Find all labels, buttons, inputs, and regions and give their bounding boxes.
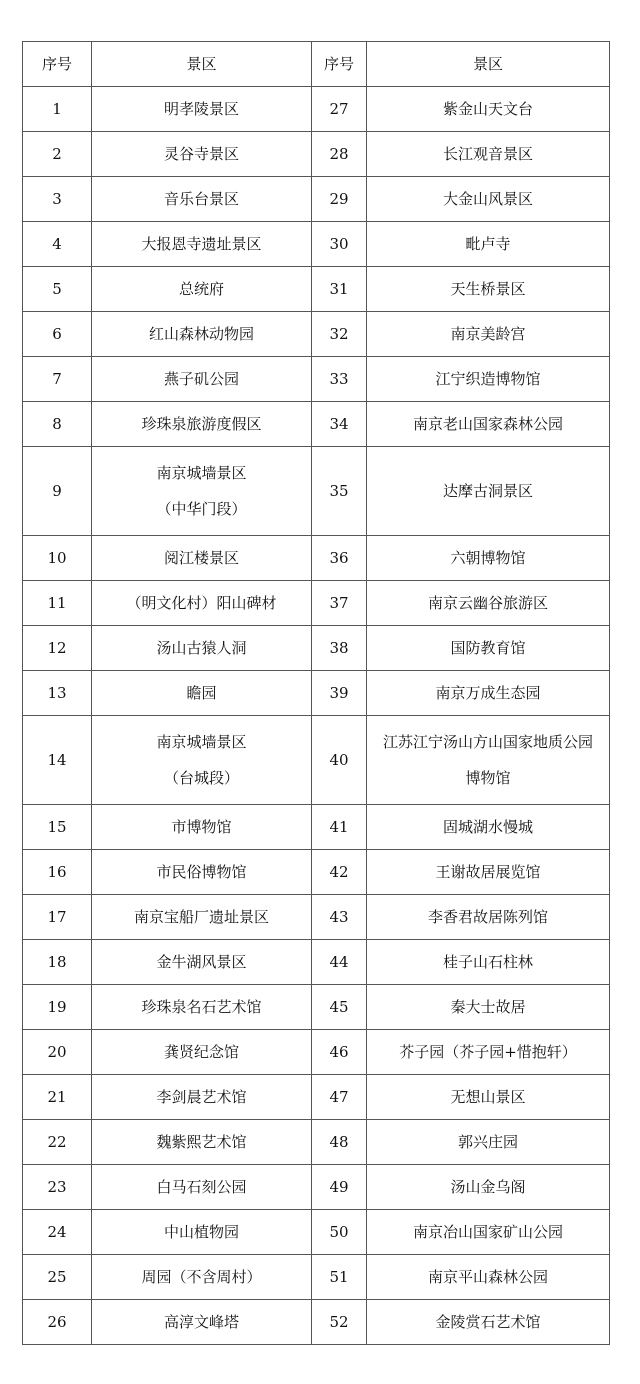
table-row xyxy=(23,1255,610,1300)
table-row xyxy=(23,1030,610,1075)
area-left-cell xyxy=(92,895,312,940)
area-right-cell xyxy=(367,1300,610,1345)
area-right-cell xyxy=(367,626,610,671)
area-right-cell xyxy=(367,87,610,132)
area-left-cell-line: 燕子矶公园 xyxy=(163,370,239,388)
index-right-cell: 27 xyxy=(312,87,367,132)
area-right-cell-line: 无想山景区 xyxy=(450,1088,526,1106)
area-left-cell xyxy=(92,850,312,895)
index-left-cell: 17 xyxy=(23,895,92,940)
index-left-cell: 13 xyxy=(23,671,92,716)
index-left-cell: 12 xyxy=(23,626,92,671)
area-right-cell xyxy=(367,177,610,222)
area-left-cell xyxy=(92,357,312,402)
index-left-cell: 6 xyxy=(23,312,92,357)
area-right-cell-line: 江宁织造博物馆 xyxy=(435,370,541,388)
index-left-cell: 5 xyxy=(23,267,92,312)
area-left-cell-line: 市博物馆 xyxy=(171,818,232,836)
table-row xyxy=(23,1075,610,1120)
table-row xyxy=(23,447,610,536)
index-left-cell: 19 xyxy=(23,985,92,1030)
index-right-cell: 34 xyxy=(312,402,367,447)
header-index-right: 序号 xyxy=(312,42,367,87)
area-left-cell xyxy=(92,1300,312,1345)
index-left-cell: 18 xyxy=(23,940,92,985)
table-row xyxy=(23,222,610,267)
table-row xyxy=(23,536,610,581)
area-right-cell xyxy=(367,985,610,1030)
area-right-cell xyxy=(367,1030,610,1075)
table-row xyxy=(23,716,610,805)
area-left-cell xyxy=(92,805,312,850)
area-left-cell xyxy=(92,940,312,985)
area-right-cell xyxy=(367,312,610,357)
area-right-cell-line: 金陵赏石艺术馆 xyxy=(435,1313,541,1331)
area-right-cell-line: 李香君故居陈列馆 xyxy=(427,908,548,926)
table-row xyxy=(23,1120,610,1165)
area-left-cell-line: 南京宝船厂遗址景区 xyxy=(133,908,269,926)
table-row xyxy=(23,1300,610,1345)
area-left-cell xyxy=(92,1255,312,1300)
index-right-cell: 35 xyxy=(312,447,367,536)
index-left-cell: 2 xyxy=(23,132,92,177)
area-right-cell-line: 南京万成生态园 xyxy=(435,684,541,702)
area-left-cell xyxy=(92,402,312,447)
area-right-cell-line: 紫金山天文台 xyxy=(442,100,533,118)
table-row xyxy=(23,177,610,222)
area-left-cell xyxy=(92,267,312,312)
header-index-left: 序号 xyxy=(23,42,92,87)
area-left-cell xyxy=(92,671,312,716)
index-right-cell: 33 xyxy=(312,357,367,402)
area-right-cell xyxy=(367,536,610,581)
area-right-cell xyxy=(367,357,610,402)
area-left-cell-line: 高淳文峰塔 xyxy=(163,1313,239,1331)
index-right-cell: 49 xyxy=(312,1165,367,1210)
header-area-left: 景区 xyxy=(92,42,312,87)
index-right-cell: 52 xyxy=(312,1300,367,1345)
area-left-cell xyxy=(92,222,312,267)
index-right-cell: 47 xyxy=(312,1075,367,1120)
area-left-cell xyxy=(92,1210,312,1255)
index-left-cell: 25 xyxy=(23,1255,92,1300)
area-left-cell-line: 市民俗博物馆 xyxy=(156,863,247,881)
header-area-right: 景区 xyxy=(367,42,610,87)
area-right-cell-line: 博物馆 xyxy=(465,769,511,787)
area-right-cell-line: 南京美龄宫 xyxy=(450,325,526,343)
area-right-cell-line: 南京冶山国家矿山公园 xyxy=(412,1223,563,1241)
area-left-cell xyxy=(92,716,312,805)
area-right-cell-line: 芥子园（芥子园+惜抱轩） xyxy=(399,1043,577,1061)
table-body xyxy=(23,87,610,1345)
area-left-cell xyxy=(92,447,312,536)
area-left-cell xyxy=(92,1120,312,1165)
index-right-cell: 36 xyxy=(312,536,367,581)
area-right-cell xyxy=(367,581,610,626)
area-left-cell xyxy=(92,985,312,1030)
area-left-cell-line: 魏紫熙艺术馆 xyxy=(156,1133,247,1151)
index-left-cell: 3 xyxy=(23,177,92,222)
area-left-cell-line: 音乐台景区 xyxy=(163,190,239,208)
index-left-cell: 8 xyxy=(23,402,92,447)
area-left-cell-line: （中华门段） xyxy=(156,500,247,518)
index-left-cell: 1 xyxy=(23,87,92,132)
index-left-cell: 24 xyxy=(23,1210,92,1255)
area-left-cell xyxy=(92,581,312,626)
index-right-cell: 30 xyxy=(312,222,367,267)
area-left-cell-line: 阅江楼景区 xyxy=(163,549,239,567)
header-row xyxy=(23,42,610,87)
area-left-cell xyxy=(92,1030,312,1075)
area-right-cell-line: 汤山金乌阁 xyxy=(450,1178,526,1196)
area-right-cell-line: 大金山风景区 xyxy=(442,190,533,208)
area-left-cell-line: （明文化村）阳山碑材 xyxy=(126,594,277,612)
scenic-area-table xyxy=(22,41,610,1345)
table-row xyxy=(23,850,610,895)
index-right-cell: 32 xyxy=(312,312,367,357)
area-right-cell xyxy=(367,1075,610,1120)
index-right-cell: 50 xyxy=(312,1210,367,1255)
area-left-cell-line: 瞻园 xyxy=(186,684,217,702)
area-right-cell xyxy=(367,222,610,267)
area-right-cell xyxy=(367,447,610,536)
table-row xyxy=(23,626,610,671)
index-right-cell: 40 xyxy=(312,716,367,805)
table-row xyxy=(23,940,610,985)
area-right-cell xyxy=(367,895,610,940)
area-left-cell xyxy=(92,1075,312,1120)
area-right-cell xyxy=(367,132,610,177)
index-right-cell: 38 xyxy=(312,626,367,671)
table-row xyxy=(23,132,610,177)
table-row xyxy=(23,402,610,447)
area-left-cell-line: 金牛湖风景区 xyxy=(156,953,247,971)
table-row xyxy=(23,985,610,1030)
index-left-cell: 10 xyxy=(23,536,92,581)
area-right-cell xyxy=(367,940,610,985)
area-right-cell-line: 王谢故居展览馆 xyxy=(435,863,541,881)
area-right-cell xyxy=(367,1210,610,1255)
index-right-cell: 31 xyxy=(312,267,367,312)
area-right-cell-line: 南京平山森林公园 xyxy=(427,1268,548,1286)
table-row xyxy=(23,671,610,716)
area-right-cell xyxy=(367,805,610,850)
index-right-cell: 51 xyxy=(312,1255,367,1300)
area-left-cell xyxy=(92,87,312,132)
area-right-cell-line: 天生桥景区 xyxy=(450,280,526,298)
area-left-cell xyxy=(92,536,312,581)
table-row xyxy=(23,312,610,357)
table-row xyxy=(23,1210,610,1255)
area-left-cell-line: 李剑晨艺术馆 xyxy=(156,1088,247,1106)
index-right-cell: 43 xyxy=(312,895,367,940)
area-right-cell-line: 江苏江宁汤山方山国家地质公园 xyxy=(382,733,593,751)
area-left-cell-line: 明孝陵景区 xyxy=(163,100,239,118)
area-left-cell-line: 中山植物园 xyxy=(163,1223,239,1241)
area-left-cell xyxy=(92,312,312,357)
index-left-cell: 7 xyxy=(23,357,92,402)
area-left-cell-line: 白马石刻公园 xyxy=(156,1178,247,1196)
table-row xyxy=(23,1165,610,1210)
index-right-cell: 39 xyxy=(312,671,367,716)
index-right-cell: 42 xyxy=(312,850,367,895)
index-right-cell: 28 xyxy=(312,132,367,177)
area-left-cell-line: 周园（不含周村） xyxy=(141,1268,262,1286)
area-left-cell-line: 南京城墙景区 xyxy=(156,464,247,482)
area-right-cell-line: 固城湖水慢城 xyxy=(442,818,533,836)
index-right-cell: 37 xyxy=(312,581,367,626)
area-right-cell xyxy=(367,850,610,895)
area-left-cell xyxy=(92,177,312,222)
area-right-cell-line: 长江观音景区 xyxy=(442,145,533,163)
area-left-cell-line: 红山森林动物园 xyxy=(148,325,254,343)
area-left-cell-line: （台城段） xyxy=(163,769,239,787)
area-right-cell-line: 南京云幽谷旅游区 xyxy=(427,594,548,612)
table-row xyxy=(23,357,610,402)
area-right-cell xyxy=(367,267,610,312)
index-right-cell: 46 xyxy=(312,1030,367,1075)
index-left-cell: 15 xyxy=(23,805,92,850)
area-right-cell-line: 桂子山石柱林 xyxy=(442,953,533,971)
table-row xyxy=(23,267,610,312)
area-right-cell xyxy=(367,402,610,447)
index-left-cell: 14 xyxy=(23,716,92,805)
table-row xyxy=(23,581,610,626)
area-right-cell-line: 南京老山国家森林公园 xyxy=(412,415,563,433)
index-left-cell: 21 xyxy=(23,1075,92,1120)
area-right-cell-line: 达摩古洞景区 xyxy=(442,482,533,500)
index-left-cell: 4 xyxy=(23,222,92,267)
area-right-cell-line: 国防教育馆 xyxy=(450,639,526,657)
area-left-cell-line: 大报恩寺遗址景区 xyxy=(141,235,262,253)
table-row xyxy=(23,87,610,132)
area-left-cell-line: 灵谷寺景区 xyxy=(163,145,239,163)
area-left-cell xyxy=(92,1165,312,1210)
area-right-cell-line: 秦大士故居 xyxy=(450,998,526,1016)
area-left-cell-line: 珍珠泉名石艺术馆 xyxy=(141,998,262,1016)
index-right-cell: 41 xyxy=(312,805,367,850)
area-right-cell-line: 毗卢寺 xyxy=(465,235,511,253)
table-row xyxy=(23,805,610,850)
index-right-cell: 45 xyxy=(312,985,367,1030)
area-left-cell xyxy=(92,132,312,177)
index-right-cell: 29 xyxy=(312,177,367,222)
area-left-cell-line: 南京城墙景区 xyxy=(156,733,247,751)
area-left-cell-line: 总统府 xyxy=(178,280,224,298)
area-left-cell-line: 龚贤纪念馆 xyxy=(163,1043,239,1061)
index-right-cell: 48 xyxy=(312,1120,367,1165)
area-right-cell xyxy=(367,671,610,716)
index-right-cell: 44 xyxy=(312,940,367,985)
index-left-cell: 9 xyxy=(23,447,92,536)
area-right-cell xyxy=(367,1165,610,1210)
index-left-cell: 20 xyxy=(23,1030,92,1075)
area-right-cell-line: 六朝博物馆 xyxy=(450,549,526,567)
index-left-cell: 11 xyxy=(23,581,92,626)
area-right-cell xyxy=(367,1120,610,1165)
index-left-cell: 26 xyxy=(23,1300,92,1345)
area-right-cell xyxy=(367,1255,610,1300)
index-left-cell: 16 xyxy=(23,850,92,895)
table-row xyxy=(23,895,610,940)
area-left-cell xyxy=(92,626,312,671)
index-left-cell: 23 xyxy=(23,1165,92,1210)
area-left-cell-line: 珍珠泉旅游度假区 xyxy=(141,415,262,433)
area-right-cell xyxy=(367,716,610,805)
area-left-cell-line: 汤山古猿人洞 xyxy=(156,639,247,657)
index-left-cell: 22 xyxy=(23,1120,92,1165)
area-right-cell-line: 郭兴庄园 xyxy=(457,1133,518,1151)
